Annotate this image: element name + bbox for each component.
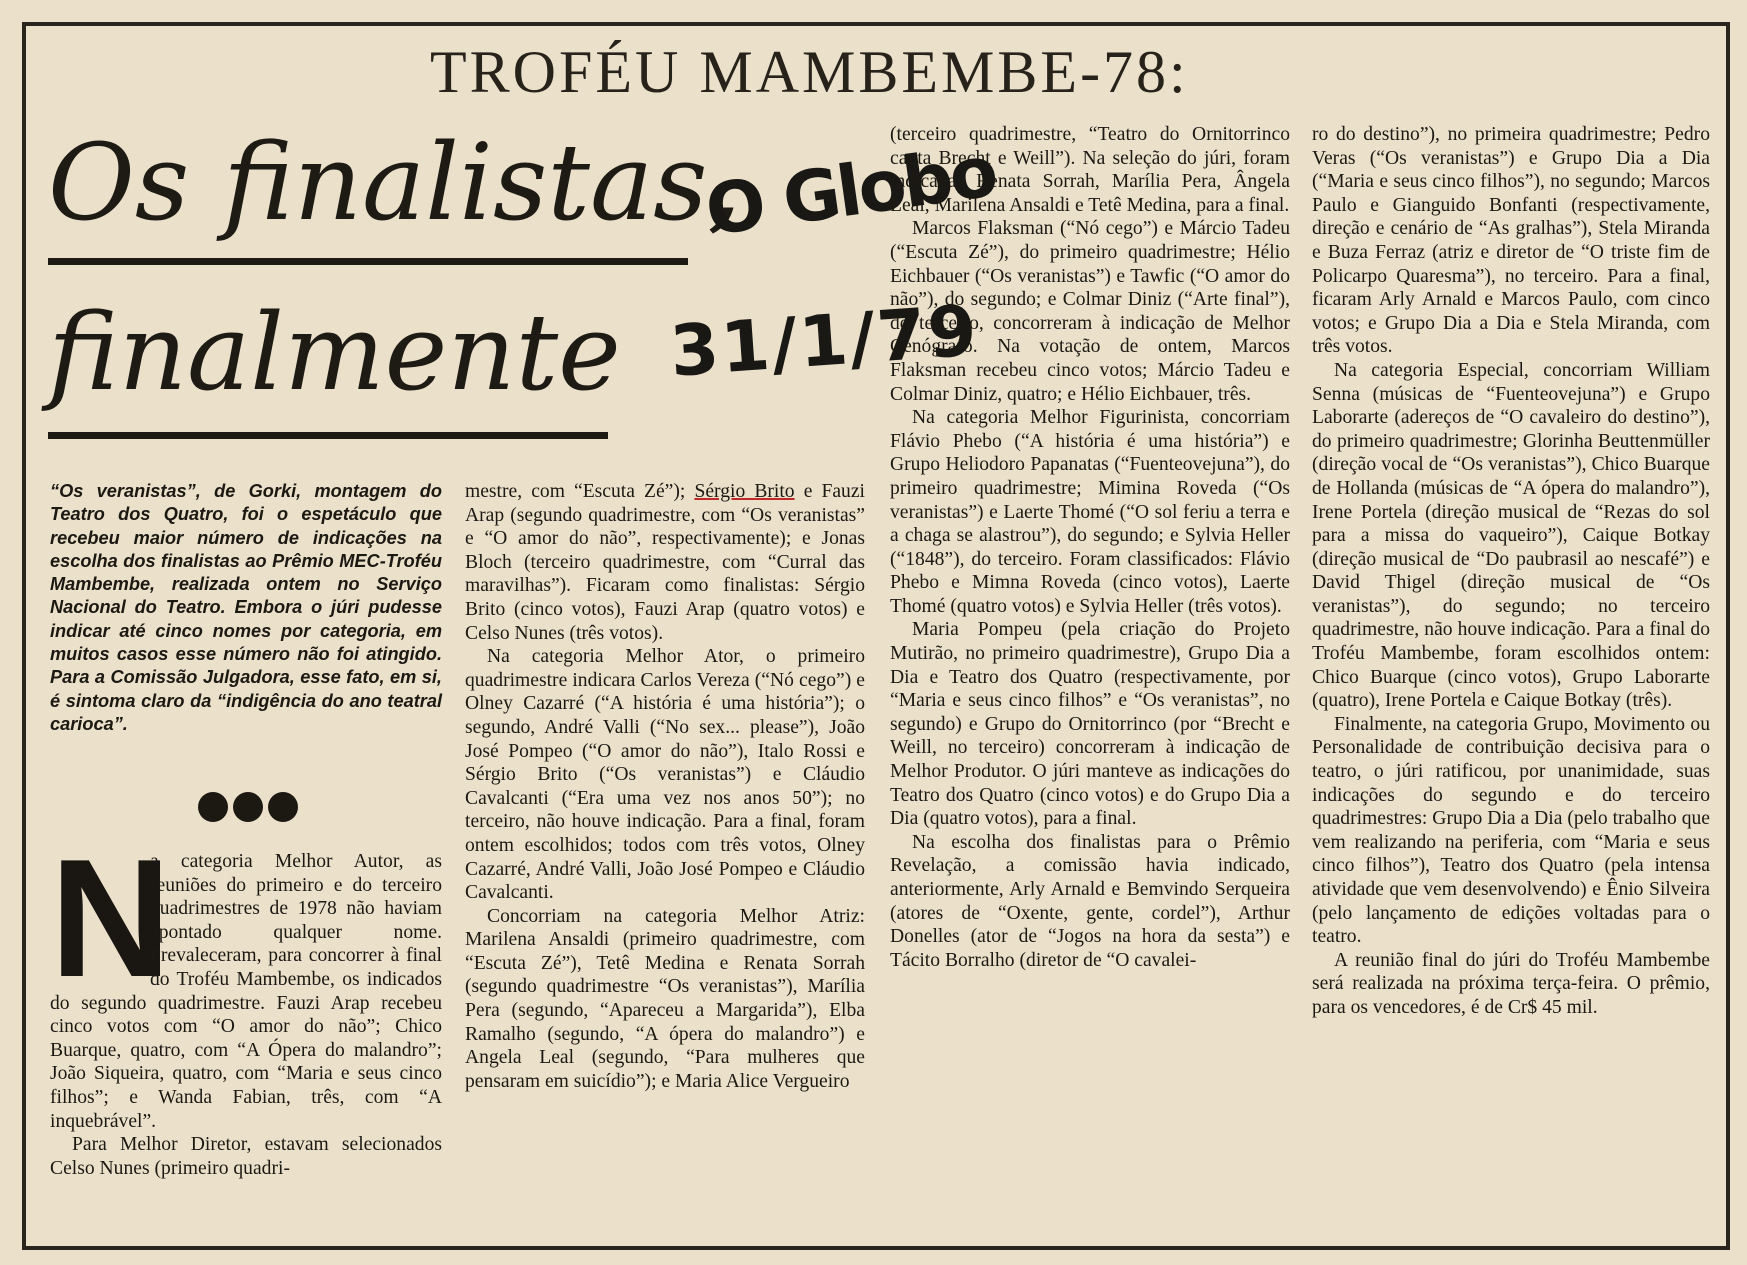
- headline-line-2: finalmente: [48, 291, 621, 414]
- divider-dot: [198, 792, 228, 822]
- paragraph: [465, 480, 865, 645]
- lead-paragraph: “Os veranistas”, de Gorki, montagem do Teatro dos Quatro, foi o espetáculo que recebeu maior número de indicações na escolha dos finalistas ao Prêmio MEC-Troféu Mambembe, realizada ontem no Serviço Nacional do Teatro. Embora o júri pudesse indicar até cinco nomes por categoria, em muitos casos esse número não foi atingido. Para a Comissão Julgadora, esse fato, em si, é sintoma claro da “indigência do ano teatral carioca”.: [50, 481, 442, 734]
- paragraph: Marcos Flaksman (“Nó cego”) e Márcio Tadeu (“Escuta Zé”), do primeiro quadrimestre; Hélio Eichbauer (“Os veranistas”) e Tawfic (“O amor do não”), do segundo; e Colmar Diniz (“Arte final”), do terceiro, concorreram à indicação de Melhor Cenógrafo. Na votação de ontem, Marcos Flaksman recebeu cinco votos; Márcio Tadeu e Colmar Diniz, quatro; e Hélio Eichbauer, três.: [890, 218, 1290, 405]
- paragraph: Para Melhor Diretor, estavam selecionados Celso Nunes (primeiro quadri-: [50, 1134, 442, 1179]
- paragraph: a categoria Melhor Autor, as reuniões do primeiro e do terceiro quadrimestres de 1978 não haviam apontado qualquer nome. Prevaleceram, para concorrer à final do Troféu Mambembe, os indicados do segundo quadrimestre. Fauzi Arap recebeu cinco votos com “O amor do não”; Chico Buarque, quatro, com “A Ópera do malandro”; João Siqueira, quatro, com “Maria e seus cinco filhos”; e Wanda Fabian, três, com “A inquebrável”.: [50, 851, 442, 1132]
- paragraph: A reunião final do júri do Troféu Mambembe será realizada na próxima terça-feira. O prêmio, para os vencedores, é de Cr$ 45 mil.: [1312, 949, 1710, 1018]
- handwritten-newspaper-name: O Globo: [700, 130, 1000, 252]
- paragraph: Na escolha dos finalistas para o Prêmio Revelação, a comissão havia indicado, anteriormente, Arly Arnald e Bemvindo Serqueira (atores de “Oxente, gente, cordel”), Arthur Donelles (ator de “Jogos na hora da sesta”) e Tácito Borralho (diretor de “O cavalei-: [890, 831, 1290, 971]
- headline-rule-2: [48, 432, 608, 439]
- article-column-4: [1312, 123, 1710, 1020]
- underlined-name: Sérgio Brito: [694, 481, 795, 502]
- paragraph: Maria Pompeu (pela criação do Projeto Mutirão, no primeiro quadrimestre), Grupo Dia a Dia e Teatro dos Quatro (respectivamente, por “Maria e seus cinco filhos” e “Os veranistas”, no segundo) e Grupo do Ornitorrinco (por “Brecht e Weill, no terceiro) concorreram à indicação de Melhor Produtor. O júri manteve as indicações do Teatro dos Quatro (cinco votos) e do Grupo Dia a Dia (quatro votos), para a final.: [890, 619, 1290, 830]
- paragraph: (terceiro quadrimestre, “Teatro do Ornitorrinco canta Brecht e Weill”). Na seleção do júri, foram indicadas Renata Sorrah, Marília Pera, Ângela Leal, Marilena Ansaldi e Tetê Medina, para a final.: [890, 124, 1290, 216]
- section-divider-dots: [198, 792, 298, 822]
- paragraph: Na categoria Melhor Ator, o primeiro quadrimestre indicara Carlos Vereza (“Nó cego”) e Olney Cazarré (“A história é uma história”); o segundo, André Valli (“No sex... please”), João José Pompeo (“O amor do não”), Italo Rossi e Sérgio Brito (“Os veranistas”) e Cláudio Cavalcanti (“Era uma vez nos anos 50”); no terceiro, não houve indicação. Para a final, foram ontem escolhidos; todos com três votos, Olney Cazarré, André Valli, João José Pompeo e Cláudio Cavalcanti.: [465, 646, 865, 904]
- drop-cap: N: [50, 824, 172, 1012]
- divider-dot: [233, 792, 263, 822]
- article-column-1: [50, 824, 442, 1180]
- handwritten-date: 31/1/79: [667, 289, 982, 393]
- divider-dot: [268, 792, 298, 822]
- paragraph: Concorriam na categoria Melhor Atriz: Marilena Ansaldi (primeiro quadrimestre, com “Escuta Zé”), Tetê Medina e Renata Sorrah (segundo quadrimestre “Os veranistas”), Marília Pera (segundo, “Apareceu a Margarida”), Elba Ramalho (segundo, “A ópera do malandro”) e Angela Leal (segundo, “Para mulheres que pensaram em suicídio”); e Maria Alice Vergueiro: [465, 905, 865, 1092]
- text-run: e Fauzi Arap (segundo quadrimestre, com “Os veranistas” e “O amor do não”, respectivamente); e Jonas Bloch (terceiro quadrimestre, com “Curral das maravilhas”). Ficaram como finalistas: Sérgio Brito (cinco votos), Fauzi Arap (quatro votos) e Celso Nunes (três votos).: [465, 481, 865, 644]
- paragraph: Na categoria Melhor Figurinista, concorriam Flávio Phebo (“A história é uma história”) e Grupo Heliodoro Papanatas (“Fuenteovejuna”), do primeiro quadrimestre; Mimina Roveda (“Os veranistas”) e Laerte Thomé (“O sol feriu a terra e a chaga se alastrou”), do segundo; e Sylvia Heller (“1848”), do terceiro. Foram classificados: Flávio Phebo e Mimna Roveda (cinco votos), Laerte Thomé (quatro votos) e Sylvia Heller (três votos).: [890, 407, 1290, 617]
- headline-line-1: Os finalistas,: [48, 121, 742, 244]
- paragraph: Na categoria Especial, concorriam William Senna (músicas de “Fuenteovejuna”) e Grupo Laborarte (adereços de “O cavaleiro do destino”), do primeiro quadrimestre; Glorinha Beuttenmüller (direção vocal de “Os veranistas”), Chico Buarque de Hollanda (músicas de “A ópera do malandro”), Irene Portela (direção musical de “Rezas do sol para a missa do vaqueiro”), Caique Botkay (direção musical de “Do paubrasil ao nescafé”) e David Thigel (direção musical de “Os veranistas”), do segundo; no terceiro quadrimestre, não houve indicação. Para a final do Troféu Mambembe, foram escolhidos ontem: Chico Buarque (cinco votos), Grupo Laborarte (quatro), Irene Portela e Caique Botkay (três).: [1312, 359, 1710, 712]
- article-column-3: [890, 123, 1290, 972]
- kicker-title: TROFÉU MAMBEMBE-78:: [430, 39, 1189, 105]
- headline-rule-1: [48, 258, 688, 265]
- paragraph: Finalmente, na categoria Grupo, Movimento ou Personalidade de contribuição decisiva para o teatro, o júri ratificou, por unanimidade, suas indicações do segundo e do terceiro quadrimestres: Grupo Dia a Dia (pelo trabalho que vem realizando na periferia, com “Maria e seus cinco filhos”), Teatro dos Quatro (pela intensa atividade que vem desenvolvendo) e Ênio Silveira (pelo lançamento de edições voltadas para o teatro.: [1312, 713, 1710, 948]
- text-run: mestre, com “Escuta Zé”);: [465, 481, 686, 502]
- paragraph: ro do destino”), no primeira quadrimestre; Pedro Veras (“Os veranistas”) e Grupo Dia a Dia (“Maria e seus cinco filhos”), no segundo; Marcos Paulo e Gianguido Bonfanti (respectivamente, direção e cenário de “As gralhas”), Stela Miranda e Buza Ferraz (atriz e diretor de “O triste fim de Policarpo Quaresma”), no terceiro. Para a final, ficaram Arly Arnald e Marcos Paulo, com cinco votos; e Grupo Dia a Dia e Stela Miranda, com três votos.: [1312, 124, 1710, 358]
- article-column-2: [465, 480, 865, 1093]
